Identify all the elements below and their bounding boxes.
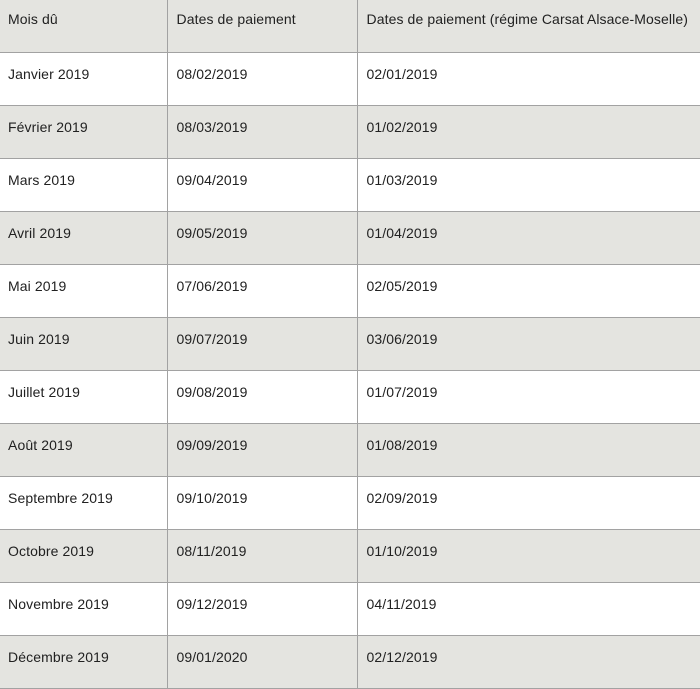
table-row xyxy=(0,529,700,582)
month-cell: Juin 2019 xyxy=(0,317,167,370)
payment-date-cell: 08/11/2019 xyxy=(167,529,357,582)
alsace-moselle-date-cell: 01/04/2019 xyxy=(357,211,700,264)
alsace-moselle-date-cell: 01/08/2019 xyxy=(357,423,700,476)
payment-date-cell: 09/07/2019 xyxy=(167,317,357,370)
month-cell: Mars 2019 xyxy=(0,158,167,211)
month-cell: Septembre 2019 xyxy=(0,476,167,529)
alsace-moselle-date-cell: 01/02/2019 xyxy=(357,105,700,158)
month-cell: Juillet 2019 xyxy=(0,370,167,423)
payment-date-cell: 09/05/2019 xyxy=(167,211,357,264)
table-row xyxy=(0,423,700,476)
month-cell: Décembre 2019 xyxy=(0,635,167,688)
table-header xyxy=(0,0,700,52)
alsace-moselle-date-cell: 02/01/2019 xyxy=(357,52,700,105)
alsace-moselle-date-cell: 02/12/2019 xyxy=(357,635,700,688)
month-cell: Janvier 2019 xyxy=(0,52,167,105)
month-cell: Octobre 2019 xyxy=(0,529,167,582)
column-header-mois-du: Mois dû xyxy=(0,0,167,52)
column-header-dates-paiement: Dates de paiement xyxy=(167,0,357,52)
alsace-moselle-date-cell: 02/09/2019 xyxy=(357,476,700,529)
payment-date-cell: 09/10/2019 xyxy=(167,476,357,529)
table-row xyxy=(0,158,700,211)
payment-date-cell: 09/08/2019 xyxy=(167,370,357,423)
alsace-moselle-date-cell: 01/10/2019 xyxy=(357,529,700,582)
payment-date-cell: 07/06/2019 xyxy=(167,264,357,317)
table-row xyxy=(0,211,700,264)
payment-date-cell: 08/02/2019 xyxy=(167,52,357,105)
month-cell: Février 2019 xyxy=(0,105,167,158)
payment-date-cell: 09/01/2020 xyxy=(167,635,357,688)
table-row xyxy=(0,52,700,105)
column-header-dates-paiement-alsace-moselle: Dates de paiement (régime Carsat Alsace-Moselle) xyxy=(357,0,700,52)
table-row xyxy=(0,370,700,423)
table-row xyxy=(0,582,700,635)
table-row xyxy=(0,317,700,370)
month-cell: Août 2019 xyxy=(0,423,167,476)
alsace-moselle-date-cell: 04/11/2019 xyxy=(357,582,700,635)
payment-date-cell: 09/04/2019 xyxy=(167,158,357,211)
table-row xyxy=(0,635,700,688)
month-cell: Avril 2019 xyxy=(0,211,167,264)
alsace-moselle-date-cell: 01/07/2019 xyxy=(357,370,700,423)
payment-date-cell: 09/12/2019 xyxy=(167,582,357,635)
header-row xyxy=(0,0,700,52)
alsace-moselle-date-cell: 03/06/2019 xyxy=(357,317,700,370)
month-cell: Mai 2019 xyxy=(0,264,167,317)
payment-date-cell: 08/03/2019 xyxy=(167,105,357,158)
month-cell: Novembre 2019 xyxy=(0,582,167,635)
table-body xyxy=(0,52,700,688)
table-row xyxy=(0,105,700,158)
table-row xyxy=(0,264,700,317)
alsace-moselle-date-cell: 02/05/2019 xyxy=(357,264,700,317)
table-row xyxy=(0,476,700,529)
payment-date-cell: 09/09/2019 xyxy=(167,423,357,476)
alsace-moselle-date-cell: 01/03/2019 xyxy=(357,158,700,211)
